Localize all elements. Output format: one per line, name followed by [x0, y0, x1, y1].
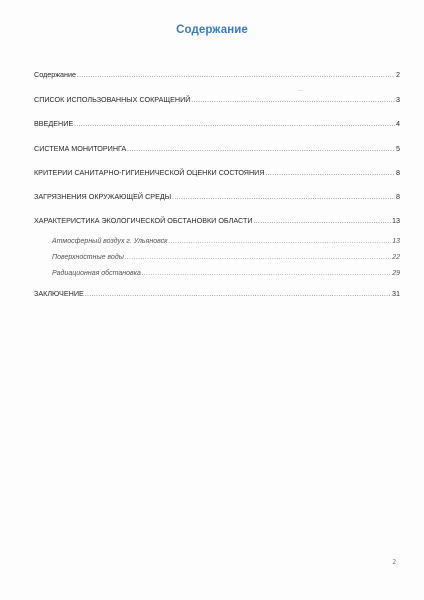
toc-entry-monitoring-system[interactable]	[34, 144, 400, 155]
toc-leader-dots	[168, 237, 391, 247]
toc-entry-page: 8	[396, 192, 400, 201]
toc-entry-label: ЗАКЛЮЧЕНИЕ	[34, 289, 84, 298]
toc-entry-page: 13	[392, 238, 400, 245]
toc-entry-label: Атмосферный воздух г. Ульяновск	[52, 238, 168, 245]
toc-leader-dots	[127, 145, 395, 155]
toc-entry-sanitary-criteria[interactable]	[34, 168, 400, 179]
toc-subentry-air[interactable]	[52, 237, 400, 247]
toc-entry-page: 4	[396, 119, 400, 128]
toc-leader-dots	[172, 193, 395, 203]
toc-entry-label: Радиационная обстановка	[52, 270, 141, 277]
toc-leader-dots	[142, 269, 391, 279]
toc-entry-conclusion[interactable]	[34, 289, 400, 300]
toc-entry-label: КРИТЕРИИ САНИТАРНО-ГИГИЕНИЧЕСКОЙ ОЦЕНКИ СОСТОЯНИЯ	[34, 168, 265, 177]
page-number: 2	[392, 558, 396, 566]
toc-entry-page: 3	[396, 95, 400, 104]
page-title: Содержание	[176, 24, 248, 36]
toc-leader-dots	[77, 71, 395, 81]
toc-subentry-radiation[interactable]	[52, 269, 400, 279]
scan-artifact-mark: —	[298, 88, 303, 94]
toc-entry-label: Поверхностные воды	[52, 254, 124, 261]
toc-entry-ecological-situation[interactable]	[34, 216, 400, 227]
toc-entry-page: 2	[396, 70, 400, 79]
toc-entry-introduction[interactable]	[34, 119, 400, 130]
toc-leader-dots	[254, 217, 391, 227]
toc-entry-label: ВВЕДЕНИЕ	[34, 119, 74, 128]
toc-leader-dots	[74, 120, 395, 130]
toc-entry-page: 13	[392, 216, 400, 225]
toc-entry-page: 8	[396, 168, 400, 177]
toc-entry-label: СПИСОК ИСПОЛЬЗОВАННЫХ СОКРАЩЕНИЙ	[34, 95, 191, 104]
toc-subentry-surface-water[interactable]	[52, 253, 400, 263]
toc-entry-contents[interactable]	[34, 70, 400, 81]
toc-entry-abbreviations[interactable]	[34, 95, 400, 106]
toc-leader-dots	[266, 169, 395, 179]
toc-leader-dots	[191, 96, 395, 106]
toc-entry-pollution[interactable]	[34, 192, 400, 203]
toc-leader-dots	[125, 253, 391, 263]
toc-entry-label: ЗАГРЯЗНЕНИЯ ОКРУЖАЮЩЕЙ СРЕДЫ	[34, 192, 172, 201]
toc-entry-label: СИСТЕМА МОНИТОРИНГА	[34, 144, 127, 153]
toc-entry-label: Содержание	[34, 70, 77, 79]
toc-entry-page: 22	[392, 254, 400, 261]
toc-entry-page: 29	[392, 270, 400, 277]
toc-entry-page: 5	[396, 144, 400, 153]
toc-entry-label: ХАРАКТЕРИСТИКА ЭКОЛОГИЧЕСКОЙ ОБСТАНОВКИ ОБЛАСТИ	[34, 216, 253, 225]
toc-entry-page: 31	[392, 289, 400, 298]
toc-leader-dots	[85, 290, 391, 300]
